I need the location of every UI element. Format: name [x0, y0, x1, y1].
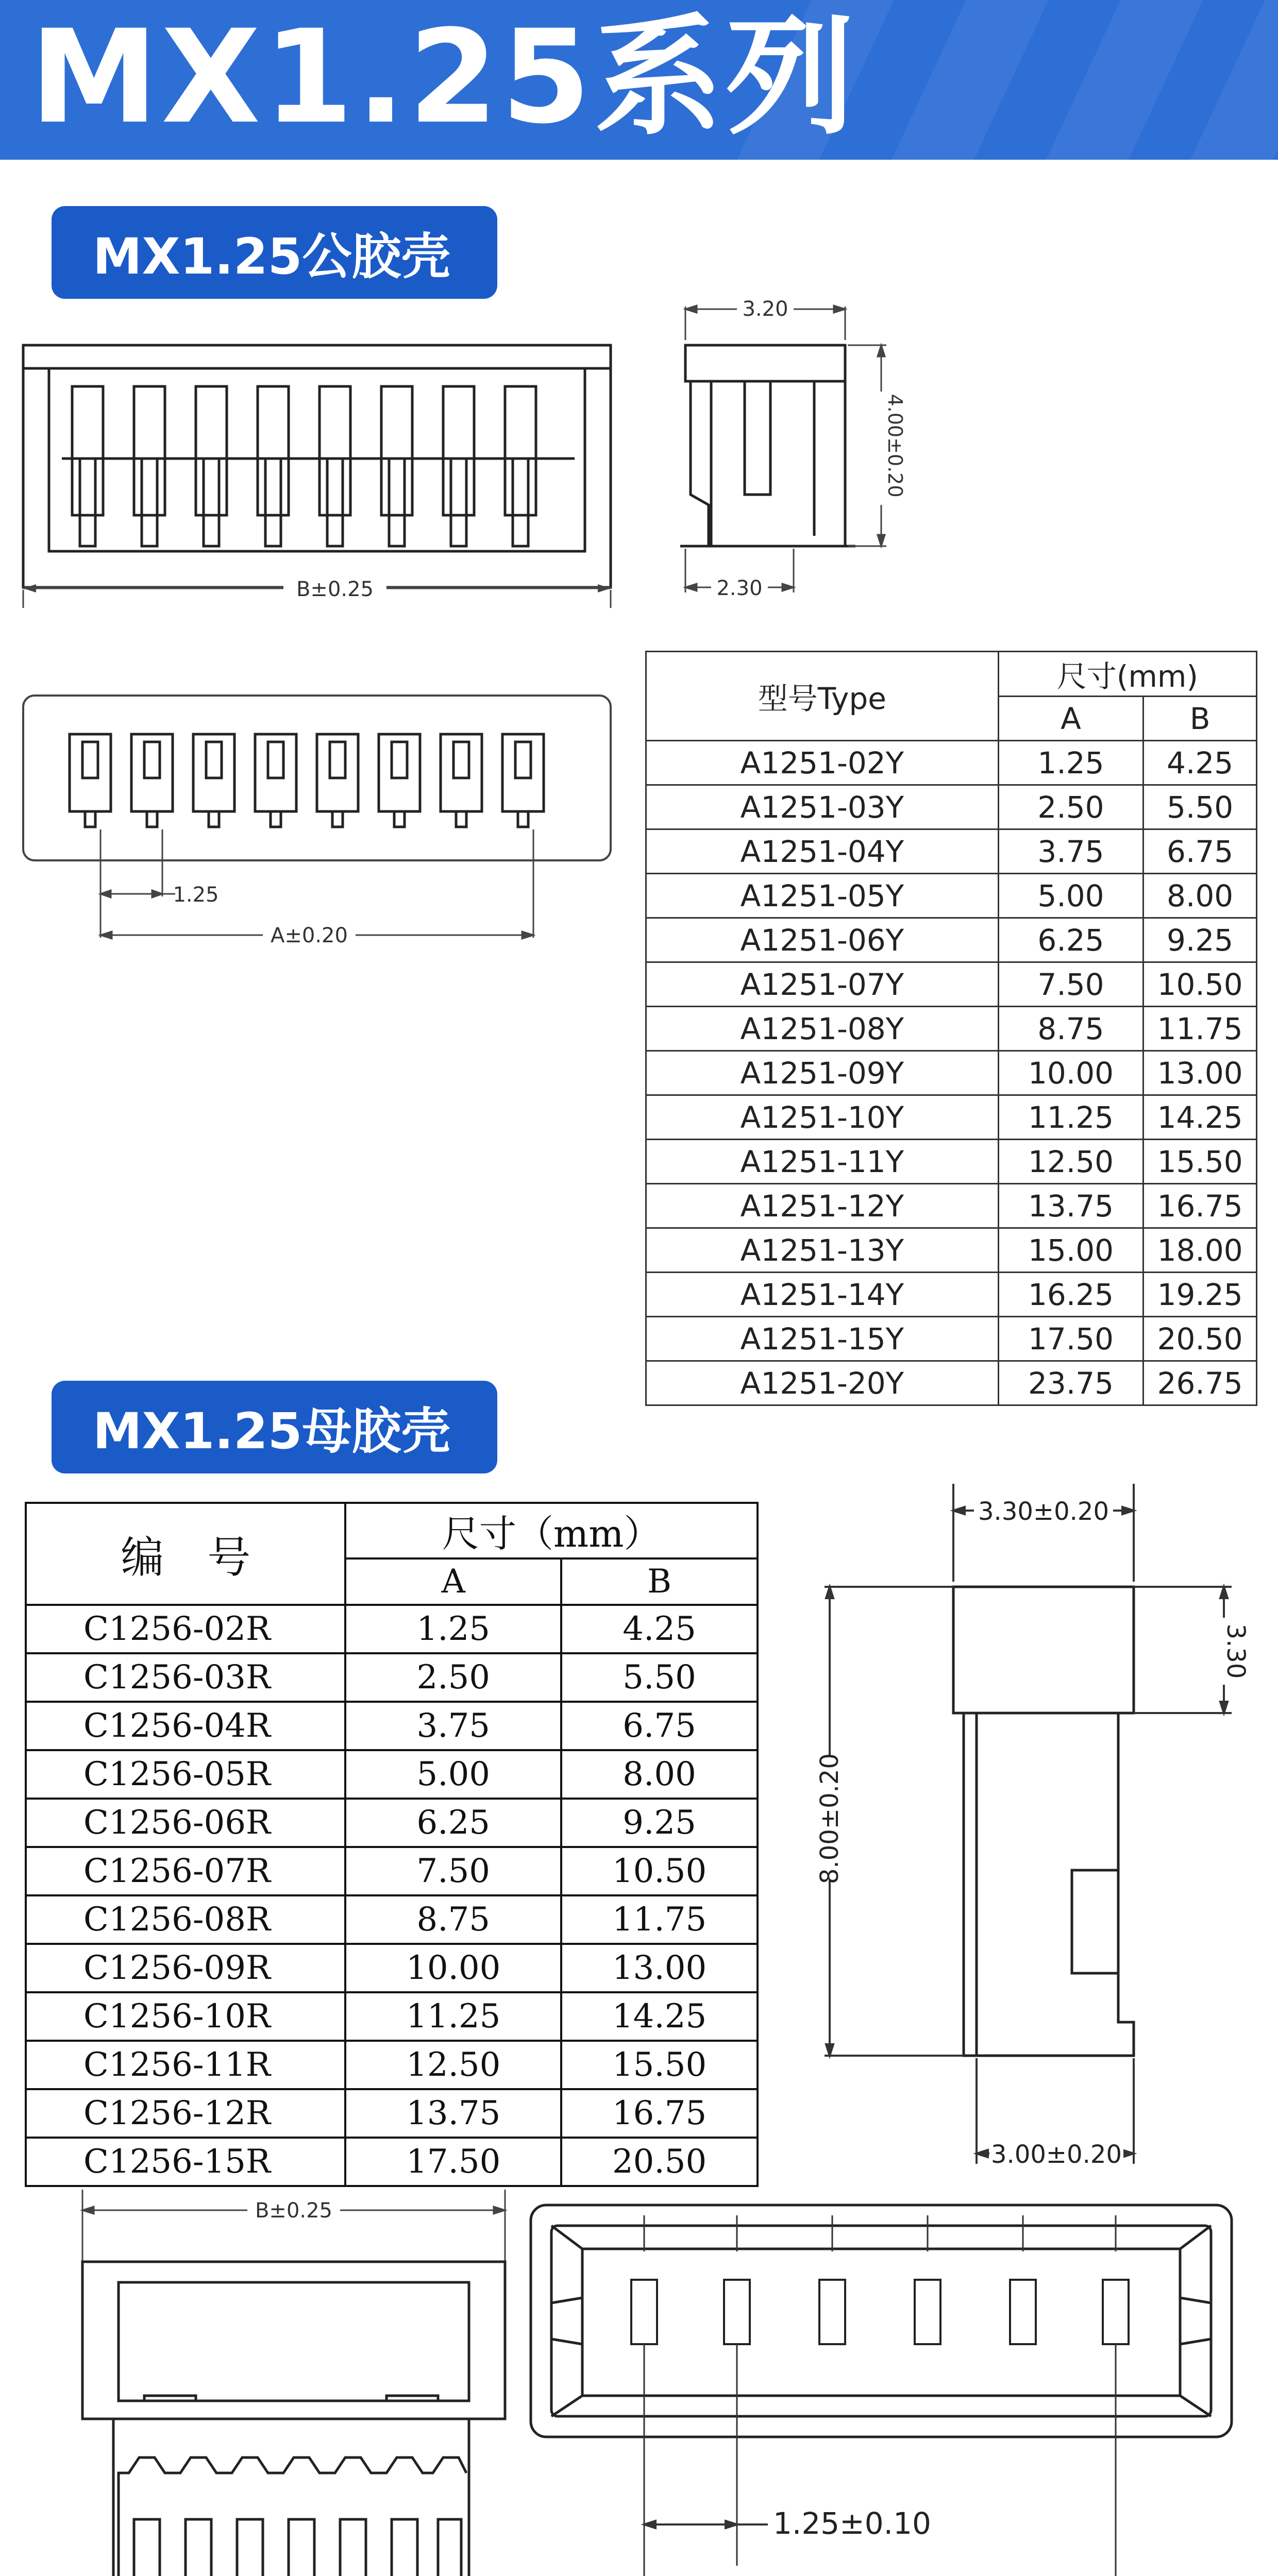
- table-row: A1251-20Y 23.75 26.75: [646, 1361, 1257, 1405]
- female-side-body: [953, 1587, 1134, 2056]
- table-row: A1251-03Y 2.50 5.50: [646, 785, 1257, 829]
- male-dim-b: B±0.25: [296, 578, 374, 601]
- table-row: A1251-05Y 5.00 8.00: [646, 874, 1257, 918]
- table-row: A1251-04Y 3.75 6.75: [646, 829, 1257, 874]
- table-row: C1256-09R 10.00 13.00: [26, 1944, 758, 1992]
- male-dim-320: 3.20: [742, 297, 788, 321]
- table-row: C1256-04R 3.75 6.75: [26, 1702, 758, 1750]
- male-col-b-header: B: [1144, 697, 1257, 741]
- male-dim-b-line: [15, 572, 618, 608]
- table-row: C1256-11R 12.50 15.50: [26, 2041, 758, 2089]
- table-row: C1256-03R 2.50 5.50: [26, 1653, 758, 1702]
- header-banner: [0, 0, 1278, 160]
- table-row: A1251-15Y 17.50 20.50: [646, 1317, 1257, 1361]
- female-front-body: [82, 2262, 505, 2576]
- female-size-header: 尺寸（mm）: [345, 1503, 758, 1558]
- male-side-body: [680, 345, 855, 546]
- female-top-terminals: [631, 2280, 1129, 2344]
- table-row: C1256-05R 5.00 8.00: [26, 1750, 758, 1799]
- table-row: A1251-11Y 12.50 15.50: [646, 1140, 1257, 1184]
- female-dim-300: 3.00±0.20: [991, 2140, 1122, 2169]
- table-row: A1251-10Y 11.25 14.25: [646, 1095, 1257, 1140]
- page-title: MX1.25系列: [30, 2, 858, 152]
- table-row: C1256-15R 17.50 20.50: [26, 2138, 758, 2186]
- section-label-female: MX1.25母胶壳: [52, 1381, 497, 1473]
- female-top-body: [531, 2205, 1232, 2437]
- table-row: C1256-08R 8.75 11.75: [26, 1895, 758, 1944]
- male-side-view-drawing: [660, 289, 928, 608]
- table-row: C1256-02R 1.25 4.25: [26, 1605, 758, 1653]
- male-front-body: [23, 368, 611, 587]
- table-row: C1256-07R 7.50 10.50: [26, 1847, 758, 1895]
- table-row: A1251-13Y 15.00 18.00: [646, 1228, 1257, 1273]
- male-spec-table: [645, 651, 1257, 1406]
- male-col-a-header: A: [998, 697, 1143, 741]
- table-row: A1251-07Y 7.50 10.50: [646, 962, 1257, 1007]
- table-row: C1256-06R 6.25 9.25: [26, 1799, 758, 1847]
- female-dim-b: B±0.25: [255, 2199, 333, 2223]
- male-dim-230: 2.30: [716, 577, 763, 600]
- table-row: C1256-12R 13.75 16.75: [26, 2089, 758, 2138]
- female-col-b-header: B: [561, 1558, 758, 1605]
- table-row: A1251-06Y 6.25 9.25: [646, 918, 1257, 962]
- female-col-a-header: A: [345, 1558, 561, 1605]
- female-dim-330-020: 3.30±0.20: [978, 1497, 1109, 1526]
- table-row: A1251-02Y 1.25 4.25: [646, 741, 1257, 785]
- table-row: A1251-12Y 13.75 16.75: [646, 1184, 1257, 1228]
- table-row: A1251-14Y 16.25 19.25: [646, 1273, 1257, 1317]
- male-front-view-drawing: [15, 330, 618, 608]
- table-row: A1251-09Y 10.00 13.00: [646, 1051, 1257, 1095]
- female-side-view-drawing: [804, 1479, 1257, 2179]
- male-top-cavities: [70, 734, 544, 827]
- female-dim-800: 8.00±0.20: [815, 1753, 844, 1884]
- female-spec-table: [25, 1502, 759, 2187]
- female-top-view-drawing: [520, 2195, 1263, 2576]
- male-dim-pitch: 1.25: [173, 883, 219, 907]
- male-front-top-rail: [23, 345, 611, 368]
- male-front-slots: [62, 386, 575, 546]
- male-type-header: 型号Type: [646, 652, 999, 741]
- table-row: C1256-10R 11.25 14.25: [26, 1992, 758, 2041]
- male-size-header: 尺寸(mm): [998, 652, 1256, 697]
- female-code-header: 编 号: [26, 1503, 345, 1605]
- female-dim-330: 3.30: [1221, 1623, 1250, 1679]
- male-top-view-drawing: [21, 690, 618, 958]
- section-label-male: MX1.25公胶壳: [52, 206, 497, 299]
- female-dim-pitch: 1.25±0.10: [773, 2506, 931, 2541]
- male-dim-400: 4.00±0.20: [884, 394, 906, 498]
- female-front-view-drawing: [77, 2179, 526, 2576]
- table-row: A1251-08Y 8.75 11.75: [646, 1007, 1257, 1051]
- male-dim-a: A±0.20: [271, 924, 348, 947]
